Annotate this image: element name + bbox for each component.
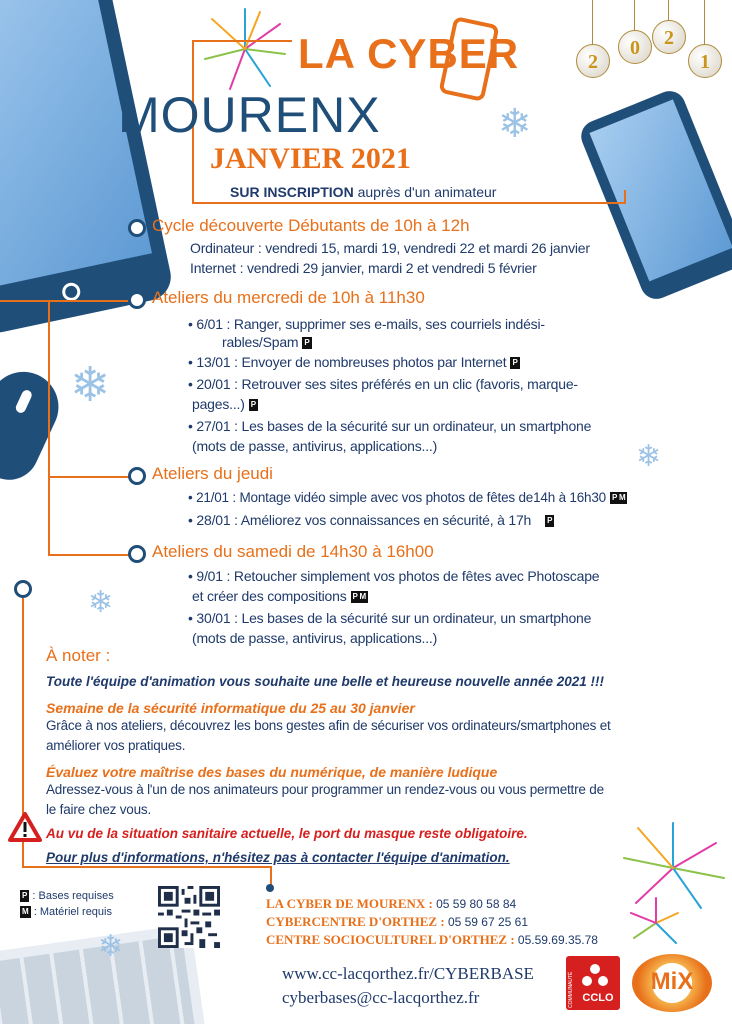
notes-node	[14, 580, 32, 598]
mix-logo-text: MiX	[650, 968, 694, 995]
mouse-illustration	[0, 360, 70, 489]
samedi-line-text: et créer des compositions	[192, 588, 347, 604]
notes-mask: Au vu de la situation sanitaire actuelle, le port du masque reste obligatoire.	[46, 826, 528, 841]
tablet-illustration-right	[576, 86, 732, 303]
legend-badge-p: P	[22, 891, 28, 901]
mix-logo	[632, 954, 712, 1012]
jeudi-line-text: • 21/01 : Montage vidéo simple avec vos photos de fêtes de14h à 16h30	[188, 490, 606, 505]
notes-eval-line: le faire chez vous.	[46, 802, 152, 817]
legend-badge-m: M	[22, 907, 29, 917]
fireworks-icon	[616, 818, 730, 948]
warning-icon	[8, 812, 42, 842]
ornament-digit: 2	[576, 44, 610, 78]
debutants-line: Internet : vendredi 29 janvier, mardi 2 et vendredi 5 février	[190, 260, 537, 276]
mercredi-line-text: pages...)	[192, 396, 245, 412]
jeudi-line	[188, 490, 627, 505]
contact-row	[266, 932, 598, 948]
badge-p: P	[547, 516, 553, 526]
contact-name: CENTRE SOCIOCULTUREL D'ORTHEZ :	[266, 932, 515, 947]
qr-code[interactable]	[158, 886, 220, 948]
contact-row	[266, 914, 528, 930]
cclo-logo	[566, 956, 620, 1010]
notes-eval-title: Évaluez votre maîtrise des bases du numérique, de manière ludique	[46, 764, 498, 780]
section-title-debutants: Cycle découverte Débutants de 10h à 12h	[152, 216, 470, 235]
ornament-digit: 2	[652, 20, 686, 54]
mercredi-line: • 20/01 : Retrouver ses sites préférés en un clic (favoris, marque-	[188, 376, 578, 392]
notes-eval-line: Adressez-vous à l'un de nos animateurs pour programmer un rendez-vous ou vous permettre de	[46, 782, 604, 797]
contact-row	[266, 896, 516, 912]
snowflake-icon: ❄	[88, 586, 114, 619]
fireworks-icon	[200, 4, 290, 94]
mercredi-line	[222, 334, 312, 350]
notes-security-line: Grâce à nos ateliers, découvrez les bons gestes afin de sécuriser vos ordinateurs/smartphones et	[46, 718, 611, 733]
notes-rule-drop	[270, 866, 272, 886]
timeline-node	[128, 545, 146, 563]
email-link[interactable]: cyberbases@cc-lacqorthez.fr	[282, 988, 480, 1007]
timeline-main	[48, 302, 50, 556]
legend-text-p: : Bases requises	[32, 890, 114, 902]
header-rule-bottom	[192, 202, 626, 204]
snowflake-icon: ❄	[70, 359, 111, 412]
mercredi-line-text: rables/Spam	[222, 334, 299, 350]
tablet-illustration-left	[0, 0, 175, 337]
samedi-line: • 30/01 : Les bases de la sécurité sur un ordinateur, un smartphone	[188, 610, 592, 626]
notes-rule-bottom	[22, 866, 272, 868]
snowflake-icon: ❄	[636, 440, 662, 473]
jeudi-line-text: • 28/01 : Améliorez vos connaissances en sécurité, à 17h	[188, 512, 532, 528]
title-city: MOURENX	[118, 87, 381, 143]
mercredi-line-text: • 13/01 : Envoyer de nombreuses photos par Internet	[188, 354, 507, 370]
contact-phone[interactable]: 05 59 67 25 61	[447, 915, 529, 929]
notes-security-title: Semaine de la sécurité informatique du 25 au 30 janvier	[46, 700, 415, 716]
snowflake-icon: ❄	[498, 102, 532, 146]
badge-p: P	[250, 400, 256, 410]
notes-more-info[interactable]: Pour plus d'informations, n'hésitez pas à contacter l'équipe d'animation.	[46, 850, 510, 865]
badge-p: P	[512, 358, 518, 368]
timeline-branch-mercredi	[0, 300, 138, 302]
badge-p: P	[304, 338, 310, 348]
title-month: JANVIER 2021	[210, 142, 411, 175]
badge-pm: P M	[611, 493, 626, 503]
cclo-logo-side: COMMUNAUTÉ	[568, 971, 574, 1008]
legend	[20, 890, 114, 918]
section-title-mercredi: Ateliers du mercredi de 10h à 11h30	[152, 288, 425, 307]
ornament-digit: 1	[688, 44, 722, 78]
samedi-line: • 9/01 : Retoucher simplement vos photos de fêtes avec Photoscape	[188, 568, 600, 584]
samedi-line: (mots de passe, antivirus, applications...)	[192, 630, 438, 646]
inscription-note	[230, 184, 496, 200]
legend-row	[20, 906, 114, 918]
mercredi-line: (mots de passe, antivirus, applications...)	[192, 438, 438, 454]
inscription-rest: auprès d'un animateur	[357, 184, 497, 200]
notes-rule-end	[266, 884, 274, 892]
inscription-bold: SUR INSCRIPTION	[230, 184, 354, 200]
mercredi-line	[192, 396, 258, 412]
legend-text-m: : Matériel requis	[33, 906, 112, 919]
website-link[interactable]: www.cc-lacqorthez.fr/CYBERBASE	[282, 964, 534, 983]
header-rule-top	[192, 40, 292, 42]
ornament-digit: 0	[618, 30, 652, 64]
notes-wishes: Toute l'équipe d'animation vous souhaite une belle et heureuse nouvelle année 2021 !!!	[46, 674, 605, 689]
timeline-node	[128, 219, 146, 237]
ornament-2021	[570, 0, 730, 110]
contact-name: LA CYBER DE MOURENX :	[266, 896, 433, 911]
section-title-jeudi: Ateliers du jeudi	[152, 464, 273, 483]
tablet-screen	[0, 0, 152, 289]
contact-phone[interactable]: 05.59.69.35.78	[517, 933, 598, 947]
header-rule-right	[624, 190, 626, 204]
samedi-line	[192, 588, 368, 604]
timeline-branch-jeudi	[48, 476, 138, 478]
mercredi-line	[188, 354, 520, 370]
debutants-line: Ordinateur : vendredi 15, mardi 19, vendredi 22 et mardi 26 janvier	[190, 240, 590, 256]
legend-row	[20, 890, 114, 902]
badge-pm: P M	[352, 592, 367, 602]
section-title-samedi: Ateliers du samedi de 14h30 à 16h00	[152, 542, 434, 561]
mercredi-line: • 27/01 : Les bases de la sécurité sur un ordinateur, un smartphone	[188, 418, 592, 434]
mercredi-line: • 6/01 : Ranger, supprimer ses e-mails, ses courriels indési-	[188, 316, 545, 332]
title-la-cyber: LA CYBER	[298, 30, 520, 77]
timeline-node	[128, 291, 146, 309]
contact-phone[interactable]: 05 59 80 58 84	[436, 897, 517, 911]
cclo-logo-text: CCLO	[582, 992, 614, 1004]
notes-security-line: améliorer vos pratiques.	[46, 738, 186, 753]
jeudi-line	[188, 512, 554, 528]
timeline-node	[128, 467, 146, 485]
contact-name: CYBERCENTRE D'ORTHEZ :	[266, 914, 445, 929]
notes-heading: À noter :	[46, 646, 111, 665]
snowflake-icon: ❄	[98, 930, 124, 963]
timeline-branch-samedi	[48, 554, 138, 556]
